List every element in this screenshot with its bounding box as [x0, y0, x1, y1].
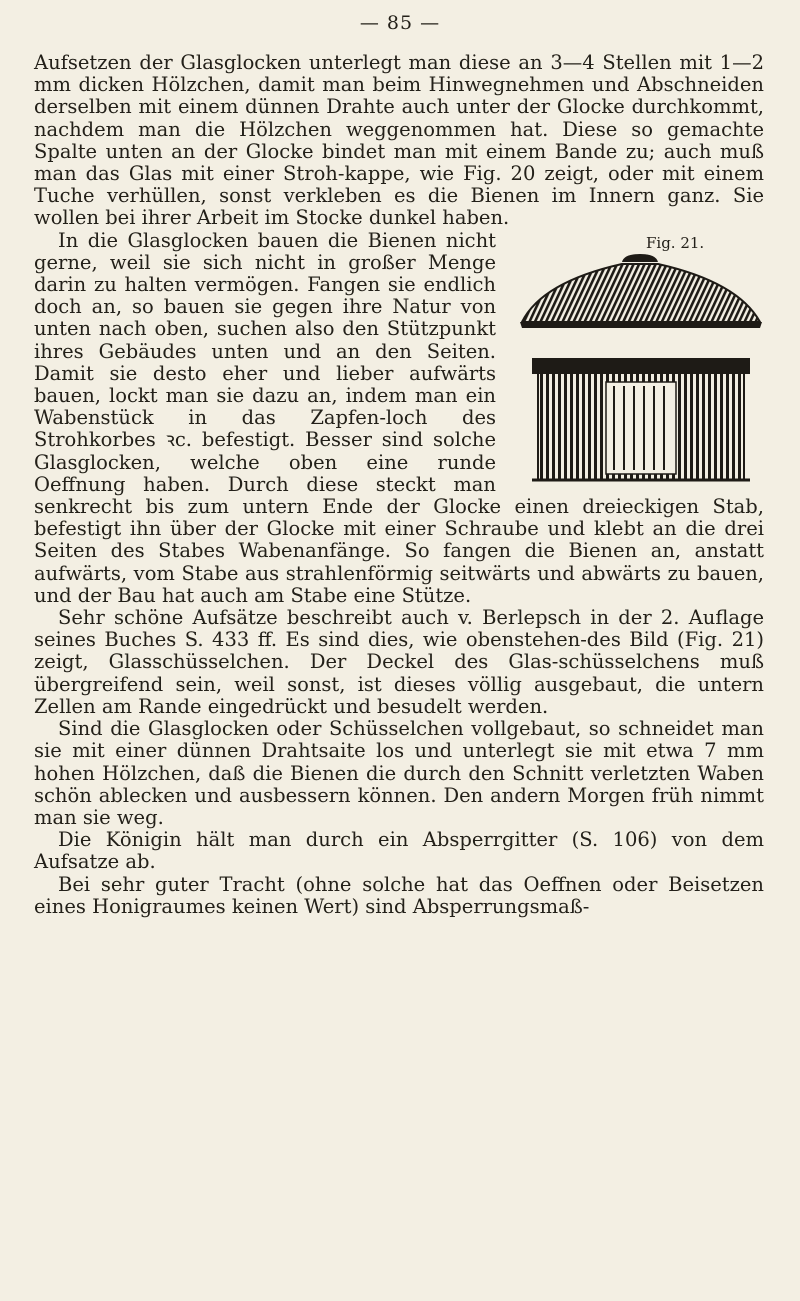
paragraph-5: Die Königin hält man durch ein Absperrgitter (S. 106) von dem Aufsatze ab. — [34, 828, 764, 874]
glass-dish-with-lid-icon — [510, 254, 772, 484]
page-number: — 85 — — [359, 12, 441, 34]
paragraph-4: Sind die Glasglocken oder Schüsselchen vollgebaut, so schneidet man sie mit einer dünnen Drahtsaite los und unterlegt sie mit etwa 7 mm hohen Hölzchen, daß die Bienen die durch den Schnitt verletzten Waben schön ablecken und ausbessern können. Den andern Morgen früh nimmt man sie weg. — [34, 717, 764, 829]
paragraph-6: Bei sehr guter Tracht (ohne solche hat das Oeffnen oder Beisetzen eines Honigraumes keinen Wert) sind Absperrungsmaß- — [34, 872, 764, 918]
text-block — [34, 52, 764, 918]
paragraph-2 — [34, 230, 764, 607]
figure-label: Fig. 21. — [646, 233, 705, 252]
paragraph-2-text: In die Glasglocken bauen die Bienen nicht gerne, weil sie sich nicht in großer Menge darin zu halten vermögen. Fangen sie endlich doch an, so bauen sie gegen ihre Natur von unten nach oben, suchen also den Stützpunkt ihres Gebäudes unten und an den Seiten. Damit sie desto eher und lieber aufwärts bauen, lockt man sie dazu an, indem man ein Wabenstück in das Zapfen-loch des Strohkorbes ꝛc. befestigt. Besser sind solche Glasglocken, welche oben eine runde Oeffnung haben. Durch diese steckt man senkrecht bis zum untern Ende der Glocke einen dreieckigen Stab, befestigt ihn über der Glocke mit einer Schraube und klebt an die drei Seiten des Stabes Wabenanfänge. So fangen die Bienen an, anstatt aufwärts, vom Stabe aus strahlenförmig seitwärts und abwärts zu bauen, und der Bau hat auch am Stabe eine Stütze. — [34, 228, 764, 607]
paragraph-3: Sehr schöne Aufsätze beschreibt auch v. Berlepsch in der 2. Auflage seines Buches S. 433 ff. Es sind dies, wie obenstehen-des Bild (Fig. 21) zeigt, Glasschüsselchen. Der Deckel des Glas-schüsselchens muß übergreifend sein, weil sonst, ist dieses völlig ausgebaut, die untern Zellen am Rande eingedrückt und besudelt werden. — [34, 606, 764, 718]
figure-21 — [510, 232, 772, 487]
paragraph-1: Aufsetzen der Glasglocken unterlegt man diese an 3—4 Stellen mit 1—2 mm dicken Hölzchen, damit man beim Hinwegnehmen und Abschneiden derselben mit einem dünnen Drahte auch unter der Glocke durchkommt, nachdem man die Hölzchen weggenommen hat. Diese so gemachte Spalte unten an der Glocke bindet man mit einem Bande zu; auch muß man das Glas mit einer Stroh-kappe, wie Fig. 20 zeigt, oder mit einem Tuche verhüllen, sonst verkleben es die Bienen im Innern ganz. Sie wollen bei ihrer Arbeit im Stocke dunkel haben. — [34, 51, 764, 230]
